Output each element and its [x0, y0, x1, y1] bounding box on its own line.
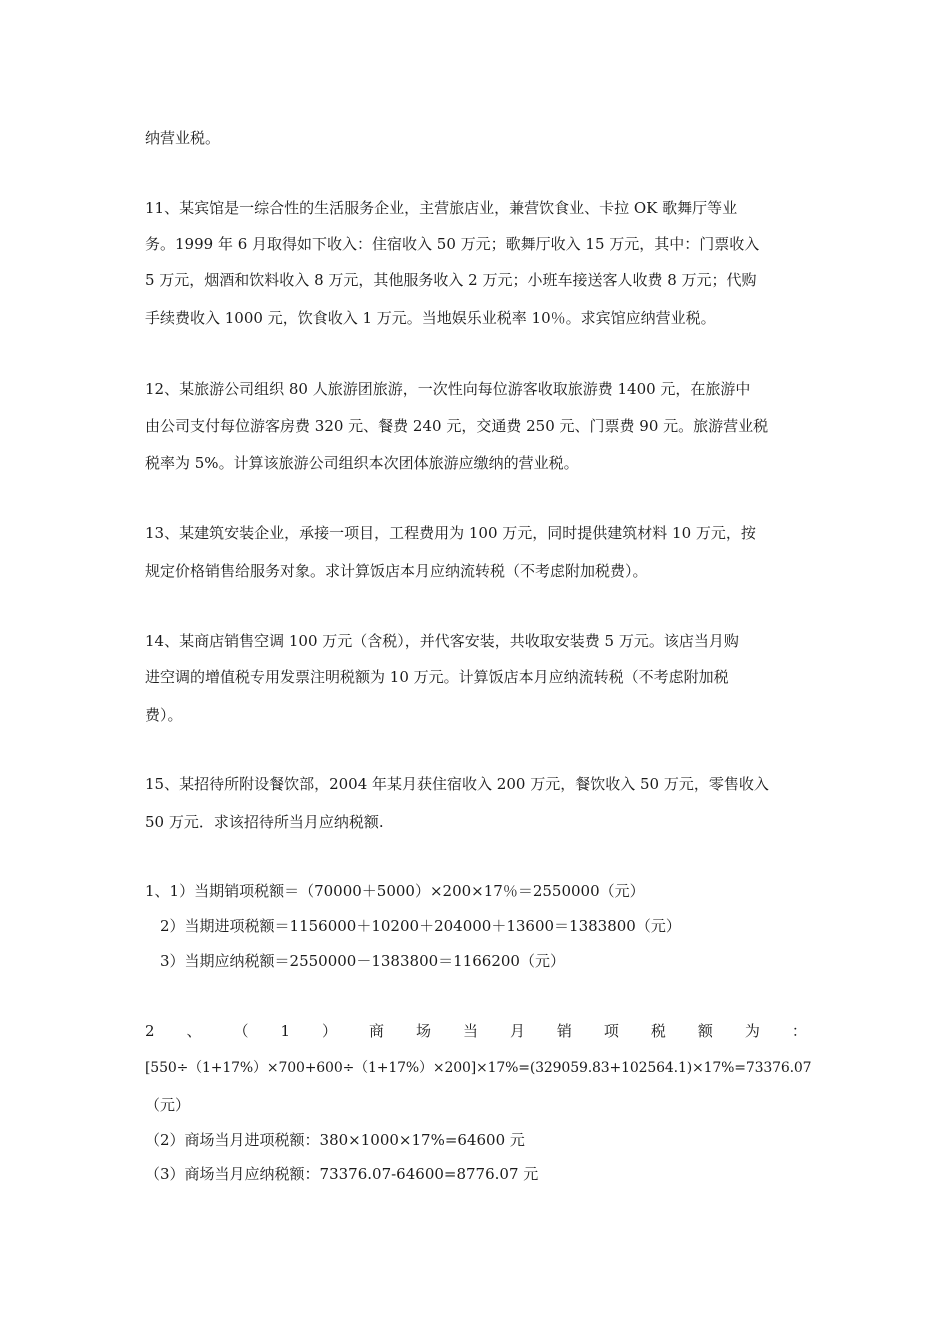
heading-char: 月 — [509, 1022, 525, 1040]
question-13-line-2: 规定价格销售给服务对象。求计算饭店本月应纳流转税（不考虑附加税费）。 — [145, 562, 648, 580]
heading-char: 税 — [650, 1022, 666, 1040]
question-12-line-1: 12、某旅游公司组织 80 人旅游团旅游，一次性向每位游客收取旅游费 1400 元，在旅游中 — [145, 380, 751, 398]
question-11-line-3: 5 万元，烟酒和饮料收入 8 万元，其他服务收入 2 万元；小班车接送客人收费 8 万元；代购 — [145, 271, 757, 289]
answer-2-line-2: （2）商场当月进项税额：380×1000×17%=64600 元 — [145, 1131, 525, 1149]
question-15-line-2: 50 万元．求该招待所当月应纳税额. — [145, 813, 384, 831]
question-12-line-3: 税率为 5%。计算该旅游公司组织本次团体旅游应缴纳的营业税。 — [145, 454, 579, 472]
heading-char: 2 — [145, 1022, 155, 1040]
question-11-line-4: 手续费收入 1000 元，饮食收入 1 万元。当地娱乐业税率 10％。求宾馆应纳营业税。 — [145, 309, 716, 327]
heading-char: 1 — [280, 1022, 291, 1040]
heading-char: 、 — [186, 1022, 202, 1040]
heading-char: （ — [233, 1022, 249, 1040]
question-11-line-2: 务。1999 年 6 月取得如下收入：住宿收入 50 万元；歌舞厅收入 15 万元，其中：门票收入 — [145, 235, 760, 253]
heading-char: 为 — [744, 1022, 760, 1040]
question-14-line-2: 进空调的增值税专用发票注明税额为 10 万元。计算饭店本月应纳流转税（不考虑附加税 — [145, 668, 729, 686]
question-13-line-1: 13、某建筑安装企业，承接一项目，工程费用为 100 万元，同时提供建筑材料 10 万元，按 — [145, 524, 756, 542]
question-14-line-3: 费）。 — [145, 706, 183, 724]
question-14-line-1: 14、某商店销售空调 100 万元（含税），并代客安装，共收取安装费 5 万元。该店当月购 — [145, 632, 739, 650]
question-15-line-1: 15、某招待所附设餐饮部，2004 年某月获住宿收入 200 万元，餐饮收入 50 万元，零售收入 — [145, 775, 769, 793]
heading-char: 当 — [462, 1022, 478, 1040]
answer-2-unit: （元） — [145, 1096, 191, 1114]
answer-2-heading — [145, 1021, 807, 1041]
heading-char: ： — [791, 1022, 807, 1040]
heading-char: 销 — [556, 1022, 572, 1040]
text-line: 纳营业税。 — [145, 129, 221, 147]
heading-char: 场 — [415, 1022, 431, 1040]
heading-char: 额 — [697, 1022, 713, 1040]
heading-char: ） — [322, 1022, 338, 1040]
answer-2-formula: [550÷（1+17%）×700+600÷（1+17%）×200]×17%=(329059.83+102564.1)×17%=73376.07 — [145, 1060, 812, 1076]
answer-2-line-3: （3）商场当月应纳税额：73376.07-64600=8776.07 元 — [145, 1165, 539, 1183]
heading-char: 项 — [603, 1022, 619, 1040]
heading-char: 商 — [368, 1022, 384, 1040]
answer-1-line-3: 3）当期应纳税额＝2550000－1383800＝1166200（元） — [160, 952, 565, 970]
question-11-line-1: 11、某宾馆是一综合性的生活服务企业，主营旅店业，兼营饮食业、卡拉 OK 歌舞厅等业 — [145, 199, 738, 217]
question-12-line-2: 由公司支付每位游客房费 320 元、餐费 240 元，交通费 250 元、门票费 90 元。旅游营业税 — [145, 417, 769, 435]
answer-1-line-2: 2）当期进项税额＝1156000＋10200＋204000＋13600＝1383800（元） — [160, 917, 681, 935]
answer-1-line-1: 1、1）当期销项税额＝（70000＋5000）×200×17％＝2550000（元） — [145, 882, 645, 900]
